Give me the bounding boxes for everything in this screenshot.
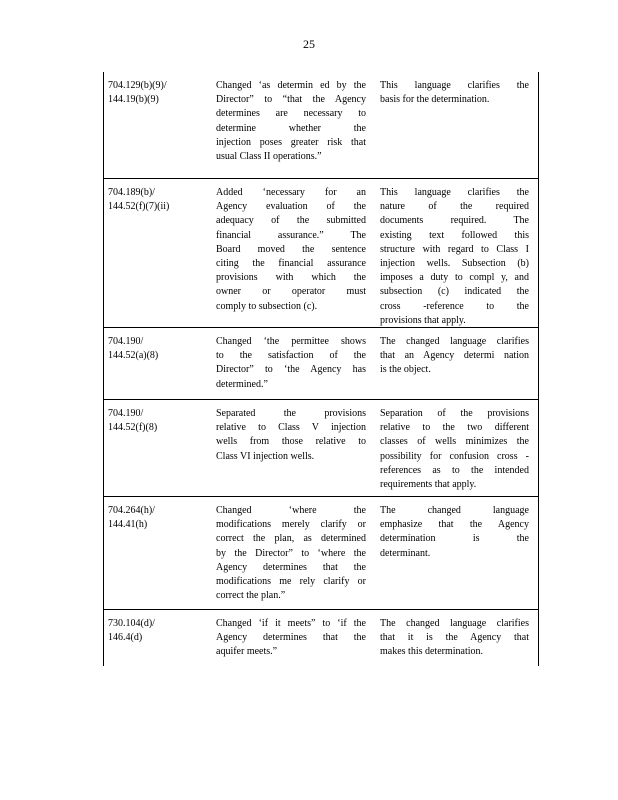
reason-cell: The changed language clarifies that an Agency determi nation is the object. (380, 336, 529, 376)
section-cell: 704.129(b)(9)/ 144.19(b)(9) (108, 80, 167, 106)
section-cell: 704.264(h)/ 144.41(h) (108, 505, 155, 531)
change-cell: Separated the provisions relative to Class V injection wells from those relative to Class VI injection wells. (216, 408, 366, 462)
table-row (103, 609, 539, 666)
comparison-table (103, 72, 539, 666)
reason-cell: Separation of the provisions relative to the two different classes of wells minimizes the possibility for confusion cross - references as to the intended requirements that apply. (380, 408, 529, 491)
table-row (103, 72, 539, 178)
section-cell: 730.104(d)/ 146.4(d) (108, 618, 155, 644)
table-row (103, 178, 539, 327)
change-cell: Changed ‘where the modifications merely clarify or correct the plan, as determined by the Director” to ‘where the Agency determines that the modifications me rely clarify or correct the plan.” (216, 505, 366, 602)
table-row (103, 399, 539, 496)
page-number: 25 (303, 37, 315, 51)
section-cell: 704.190/ 144.52(f)(8) (108, 408, 158, 434)
table-row (103, 496, 539, 609)
change-cell: Changed ‘if it meets” to ‘if the Agency determines that the aquifer meets.” (216, 618, 366, 658)
reason-cell: This language clarifies the nature of the required documents required. The existing text followed this structure with regard to Class I injection wells. Subsection (b) imposes a duty to compl y, and subsection (c) indicated the cross -reference to the provisions that apply. (380, 187, 529, 326)
section-cell: 704.189(b)/ 144.52(f)(7)(ii) (108, 187, 170, 213)
change-cell: Added ‘necessary for an Agency evaluation of the adequacy of the submitted financial assurance.” The Board moved the sentence citing the financial assurance provisions with which the owner or operator must comply to subsection (c). (216, 187, 366, 312)
change-cell: Changed ‘the permittee shows to the satisfaction of the Director” to ‘the Agency has determined.” (216, 336, 366, 390)
section-cell: 704.190/ 144.52(a)(8) (108, 336, 159, 362)
table-row (103, 327, 539, 399)
reason-cell: The changed language clarifies that it is the Agency that makes this determination. (380, 618, 529, 658)
reason-cell: The changed language emphasize that the Agency determination is the determinant. (380, 505, 529, 559)
change-cell: Changed ‘as determin ed by the Director” to “that the Agency determines are necessary to determine whether the injection poses greater risk that usual Class II operations.” (216, 80, 366, 163)
reason-cell: This language clarifies the basis for the determination. (380, 80, 529, 106)
